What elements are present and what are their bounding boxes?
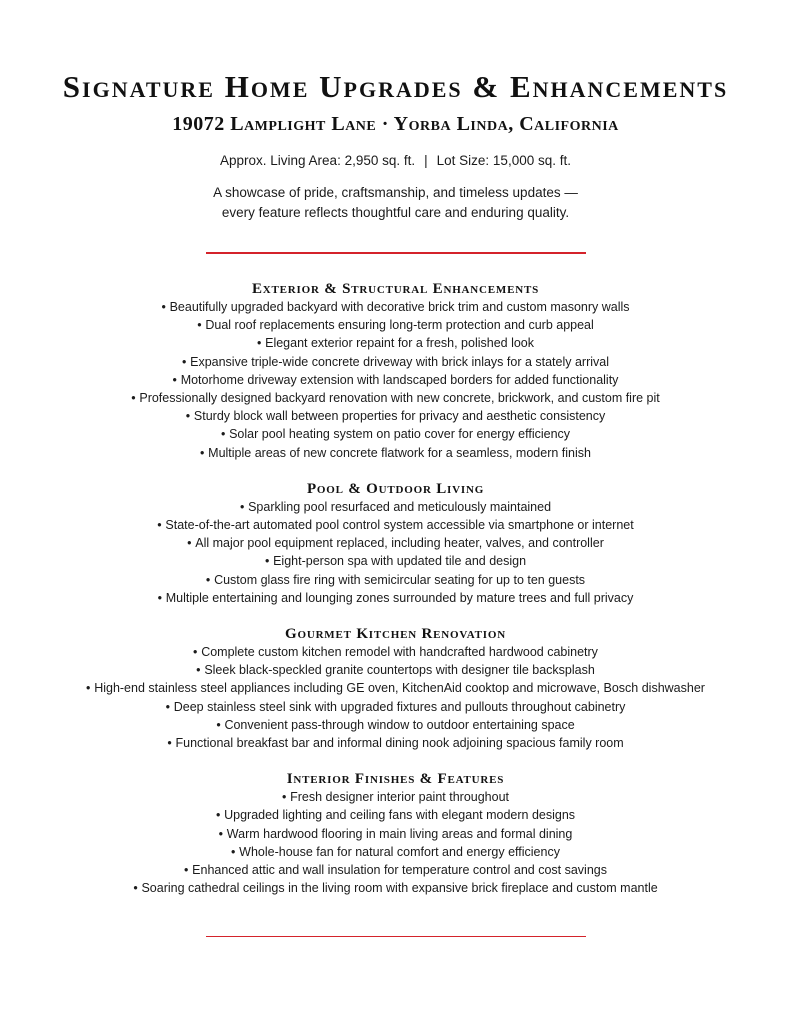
list-item — [0, 389, 791, 407]
bullet-icon: • — [220, 427, 226, 442]
bottom-divider — [206, 936, 586, 938]
bullet-icon: • — [157, 518, 162, 533]
list-item — [0, 788, 791, 806]
list-item — [0, 589, 791, 607]
page-title: Signature Home Upgrades & Enhancements — [62, 69, 729, 104]
bullet-icon: • — [197, 318, 202, 333]
list-item-text: Custom glass fire ring with semicircular seating for up to ten guests — [214, 572, 586, 587]
bullet-icon: • — [231, 844, 236, 859]
list-item-text: Sturdy block wall between properties for privacy and aesthetic consistency — [193, 409, 606, 424]
list-item — [0, 679, 791, 697]
bullet-icon: • — [216, 717, 221, 732]
list-item-text: Functional breakfast bar and informal dining nook adjoining spacious family room — [175, 736, 624, 751]
list-item-text: Expansive triple-wide concrete driveway with brick inlays for a stately arrival — [190, 354, 610, 369]
section-exterior-and-structural-enhancements — [0, 280, 791, 462]
list-item — [0, 861, 791, 879]
bullet-icon: • — [239, 499, 245, 514]
list-item-text: Whole-house fan for natural comfort and energy efficiency — [239, 844, 560, 859]
list-item — [0, 498, 791, 516]
list-item — [0, 552, 791, 570]
list-item-text: State-of-the-art automated pool control system accessible via smartphone or internet — [165, 518, 634, 533]
section-pool-and-outdoor-living — [0, 480, 791, 607]
list-item — [0, 879, 791, 897]
bullet-icon: • — [165, 699, 170, 714]
section-interior-finishes-and-features — [0, 770, 791, 897]
list-item — [0, 334, 791, 352]
bullet-icon: • — [167, 736, 172, 751]
bullet-icon: • — [256, 336, 262, 351]
list-item-text: Dual roof replacements ensuring long-term protection and curb appeal — [205, 318, 594, 333]
bullet-icon: • — [187, 536, 192, 551]
bullet-icon: • — [185, 409, 191, 424]
list-item-text: Motorhome driveway extension with landscaped borders for added functionality — [180, 372, 619, 387]
living-area: Approx. Living Area: 2,950 sq. ft. — [220, 153, 416, 168]
bullet-icon: • — [172, 372, 177, 387]
list-item-text: Eight-person spa with updated tile and design — [273, 554, 527, 569]
section-heading: Interior Finishes & Features — [286, 771, 505, 788]
bullet-icon: • — [264, 554, 270, 569]
bullet-icon: • — [131, 391, 136, 406]
section-heading: Exterior & Structural Enhancements — [251, 281, 540, 297]
list-item-text: Solar pool heating system on patio cover for energy efficiency — [229, 427, 571, 442]
bullet-icon: • — [157, 590, 162, 605]
list-item — [0, 534, 791, 552]
list-item-text: Deep stainless steel sink with upgraded fixtures and pullouts throughout cabinetry — [173, 699, 626, 714]
bullet-icon: • — [181, 354, 187, 369]
bullet-icon: • — [200, 445, 205, 460]
intro-line-2: every feature reflects thoughtful care and enduring quality. — [221, 205, 570, 220]
bullet-icon: • — [281, 790, 287, 805]
section-heading: Pool & Outdoor Living — [306, 480, 485, 497]
bullet-icon: • — [133, 881, 138, 896]
list-item-text: Complete custom kitchen remodel with handcrafted hardwood cabinetry — [201, 645, 598, 660]
list-item — [0, 716, 791, 734]
list-item-text: Multiple areas of new concrete flatwork for a seamless, modern finish — [208, 445, 591, 460]
bullet-icon: • — [196, 663, 201, 678]
list-item — [0, 298, 791, 316]
feature-list — [0, 788, 791, 897]
list-item-text: Convenient pass-through window to outdoor entertaining space — [224, 717, 575, 732]
list-item — [0, 316, 791, 334]
feature-sections — [0, 280, 791, 897]
list-item — [0, 806, 791, 824]
list-item-text: All major pool equipment replaced, including heater, valves, and controller — [195, 536, 604, 551]
bullet-icon: • — [86, 681, 91, 696]
section-heading: Gourmet Kitchen Renovation — [285, 626, 506, 643]
bullet-icon: • — [218, 826, 224, 841]
list-item — [0, 734, 791, 752]
list-item — [0, 407, 791, 425]
list-item — [0, 516, 791, 534]
list-item-text: Sleek black-speckled granite countertops with designer tile backsplash — [204, 663, 595, 678]
property-stats — [0, 152, 791, 170]
stats-separator: | — [424, 153, 428, 168]
bullet-icon: • — [184, 863, 189, 878]
property-address: 19072 Lamplight Lane · Yorba Linda, California — [172, 113, 619, 135]
list-item-text: Soaring cathedral ceilings in the living room with expansive brick fireplace and custom mantle — [141, 881, 658, 896]
bullet-icon: • — [161, 300, 166, 314]
list-item — [0, 425, 791, 443]
list-item-text: Beautifully upgraded backyard with decorative brick trim and custom masonry walls — [169, 300, 630, 314]
list-item — [0, 353, 791, 371]
list-item-text: Sparkling pool resurfaced and meticulously maintained — [248, 499, 552, 514]
intro-text — [0, 183, 791, 223]
bullet-icon: • — [205, 572, 211, 587]
bullet-icon: • — [215, 808, 221, 823]
list-item-text: Warm hardwood flooring in main living areas and formal dining — [226, 826, 573, 841]
list-item — [0, 571, 791, 589]
top-divider — [206, 252, 586, 254]
bullet-icon: • — [193, 645, 198, 660]
list-item-text: Elegant exterior repaint for a fresh, polished look — [265, 336, 535, 351]
intro-line-1: A showcase of pride, craftsmanship, and timeless updates — — [213, 185, 578, 200]
list-item — [0, 698, 791, 716]
list-item-text: Multiple entertaining and lounging zones surrounded by mature trees and full privacy — [165, 590, 634, 605]
feature-list — [0, 643, 791, 752]
list-item — [0, 843, 791, 861]
feature-list — [0, 498, 791, 607]
list-item-text: High-end stainless steel appliances including GE oven, KitchenAid cooktop and microwave, Bosch dishwasher — [94, 681, 705, 696]
list-item — [0, 661, 791, 679]
section-gourmet-kitchen-renovation — [0, 625, 791, 752]
list-item — [0, 371, 791, 389]
list-item — [0, 444, 791, 462]
feature-list — [0, 298, 791, 462]
lot-size: Lot Size: 15,000 sq. ft. — [436, 153, 571, 168]
list-item-text: Upgraded lighting and ceiling fans with elegant modern designs — [224, 808, 576, 823]
list-item-text: Enhanced attic and wall insulation for temperature control and cost savings — [192, 863, 607, 878]
list-item-text: Fresh designer interior paint throughout — [290, 790, 510, 805]
list-item — [0, 643, 791, 661]
list-item — [0, 825, 791, 843]
list-item-text: Professionally designed backyard renovation with new concrete, brickwork, and custom fire pit — [139, 391, 660, 406]
